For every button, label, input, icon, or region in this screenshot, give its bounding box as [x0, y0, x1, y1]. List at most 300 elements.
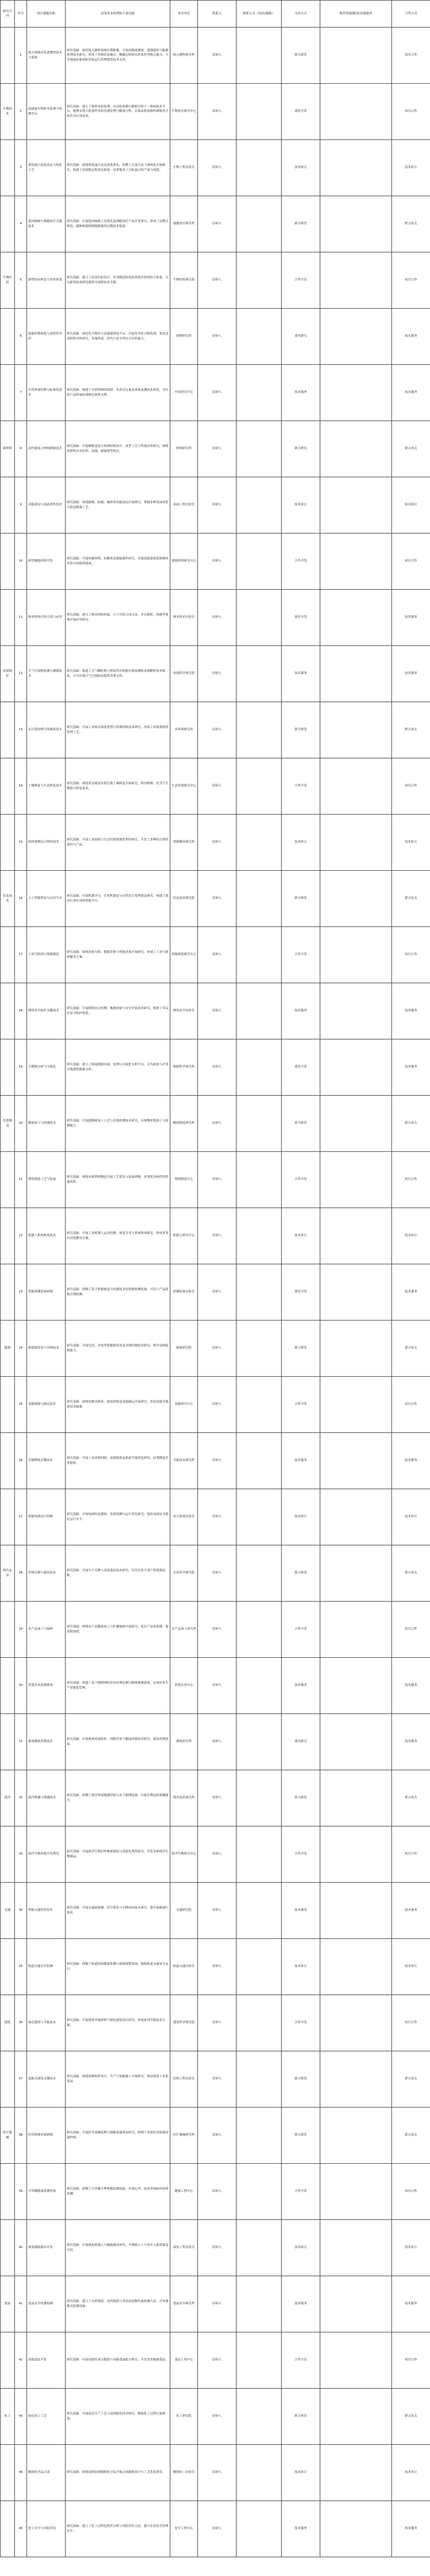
row-description: 研究基础：建立了农药残留、兽药残留与非法添加物快速检测方法，开发便携式检测设备。	[66, 2276, 170, 2332]
row-resources	[320, 983, 392, 1039]
row-unit: 材料研究所	[170, 421, 198, 477]
table-row	[1, 140, 430, 196]
header-index: 序号	[15, 1, 27, 28]
row-phone	[237, 1152, 282, 1208]
table-row	[1, 309, 430, 365]
row-unit: 生物技术研究中心	[170, 84, 198, 140]
row-support: 技术转让	[282, 1939, 320, 1995]
row-index: 19	[15, 1039, 27, 1096]
row-contact: 彭研人	[198, 421, 237, 477]
row-phone	[237, 927, 282, 983]
table-row	[1, 1602, 430, 1658]
row-phone	[237, 983, 282, 1039]
row-support: 委托开发	[282, 1264, 320, 1321]
row-resources	[320, 1939, 392, 1995]
row-support: 合作开发	[282, 2332, 320, 2389]
table-row	[1, 927, 430, 983]
row-resources	[320, 758, 392, 815]
row-direction	[1, 927, 15, 983]
table-row	[1, 1489, 430, 1545]
row-description: 研究基础：围绕农产品精深加工与贮藏保鲜开展研究，延长产品货架期，提高附加值。	[66, 1602, 170, 1658]
row-unit: 信息技术研究院	[170, 871, 198, 927]
row-index: 10	[15, 533, 27, 590]
row-support: 委托研究	[282, 1714, 320, 1770]
row-unit: 能源材料研究中心	[170, 533, 198, 590]
row-description: 研究基础：开展光伏、风电等新能源发电及并网控制技术研究，提升电网接纳能力。	[66, 1321, 170, 1377]
row-resources	[320, 646, 392, 702]
row-project-name: 轨道交通安全监测	[27, 1939, 66, 1995]
row-project-name: 固体废物综合利用技术	[27, 815, 66, 871]
row-index: 17	[15, 927, 27, 983]
row-direction	[1, 365, 15, 421]
row-support: 技术服务	[282, 2501, 320, 2557]
row-resources	[320, 196, 392, 252]
row-support: 联合研发	[282, 2108, 320, 2164]
row-resources	[320, 1096, 392, 1152]
row-resources	[320, 1770, 392, 1826]
row-cooperation: 技术转让	[392, 1208, 430, 1264]
row-cooperation: 项目合作	[392, 927, 430, 983]
row-description: 研究基础：开展交通流检测、信号优化与车路协同技术研究，提升道路通行效率。	[66, 1883, 170, 1939]
row-direction	[1, 1658, 15, 1714]
table-row	[1, 983, 430, 1039]
row-direction	[1, 140, 15, 196]
row-direction	[1, 1602, 15, 1658]
row-contact: 彭研人	[198, 2276, 237, 2332]
row-unit: 康复工程实验室	[170, 2220, 198, 2276]
row-phone	[237, 1658, 282, 1714]
row-direction	[1, 590, 15, 646]
row-unit: 表面工程实验室	[170, 477, 198, 533]
row-unit: 生物工程实验室	[170, 140, 198, 196]
row-direction	[1, 1377, 15, 1433]
row-support: 联合研发	[282, 1545, 320, 1602]
row-contact: 彭研人	[198, 702, 237, 758]
row-contact: 彭研人	[198, 84, 237, 140]
table-row	[1, 1714, 430, 1770]
row-direction	[1, 2332, 15, 2389]
row-phone	[237, 1377, 282, 1433]
row-contact: 彭研人	[198, 1714, 237, 1770]
row-phone	[237, 1883, 282, 1939]
row-project-name: 新型储能材料开发	[27, 533, 66, 590]
row-description: 研究基础：建立了海量数据存储、处理与可视化分析平台，可为政府与企业决策提供数据支持。	[66, 1039, 170, 1096]
row-unit: 精细化工实验室	[170, 2445, 198, 2501]
row-support: 联合研发	[282, 871, 320, 927]
table-row	[1, 646, 430, 702]
row-project-name: 航天领域用先进测控技术与系统	[27, 28, 66, 84]
row-contact: 彭研人	[198, 1489, 237, 1545]
row-unit: 海洋生物研究中心	[170, 1826, 198, 1883]
row-project-name: 装配式建筑关键技术	[27, 2051, 66, 2108]
row-support: 联合研发	[282, 2389, 320, 2445]
row-direction: 信息技术	[1, 871, 15, 927]
row-contact: 彭研人	[198, 590, 237, 646]
row-project-name: 绿色建筑与节能技术	[27, 1995, 66, 2051]
row-project-name: 机器人系统集成技术	[27, 1208, 66, 1264]
row-contact: 彭研人	[198, 1995, 237, 2051]
row-resources	[320, 702, 392, 758]
row-project-name: 增材制造工艺与装备	[27, 1152, 66, 1208]
row-description: 研究基础：构建了大气颗粒物与挥发性有机物在线监测和来源解析技术体系，可为区域大气污染防治提供决策支持。	[66, 646, 170, 702]
row-direction	[1, 983, 15, 1039]
row-cooperation: 项目合作	[392, 1377, 430, 1433]
row-unit: 化工研究院	[170, 2389, 198, 2445]
row-cooperation: 项目合作	[392, 533, 430, 590]
row-support: 合作开发	[282, 1995, 320, 2051]
row-description: 研究基础：开展工业废水深度处理与资源回收技术研究，形成了高效低耗的处理工艺。	[66, 702, 170, 758]
row-cooperation: 技术服务	[392, 983, 430, 1039]
table-row	[1, 2108, 430, 2164]
row-unit: 纳米技术实验室	[170, 590, 198, 646]
row-contact: 彭研人	[198, 1152, 237, 1208]
row-project-name: 精细化学品合成	[27, 2445, 66, 2501]
table-row	[1, 590, 430, 646]
row-direction: 化工	[1, 2389, 15, 2445]
table-row	[1, 28, 430, 84]
row-cooperation: 技术服务	[392, 309, 430, 365]
row-unit: 电力系统实验室	[170, 1489, 198, 1545]
row-cooperation: 技术合作	[392, 28, 430, 84]
row-phone	[237, 2051, 282, 2108]
row-resources	[320, 1039, 392, 1096]
table-row	[1, 365, 430, 421]
row-contact: 彭研人	[198, 2332, 237, 2389]
row-resources	[320, 590, 392, 646]
row-cooperation: 技术服务	[392, 365, 430, 421]
table-row	[1, 2501, 430, 2557]
row-index: 23	[15, 1264, 27, 1321]
row-direction: 先进制造	[1, 1096, 15, 1152]
row-cooperation: 技术转让	[392, 815, 430, 871]
header-phone: 联系方式（电话/邮箱）	[237, 1, 282, 28]
row-phone	[237, 646, 282, 702]
row-support: 合作开发	[282, 2164, 320, 2220]
row-description: 研究基础：围绕重组蛋白表达体系优化、发酵工艺放大及下游纯化开展研究，构建了高效稳定的表达系统，显著提高了目标蛋白的产量与纯度。	[66, 140, 170, 196]
row-project-name: 食品安全快速检测	[27, 2276, 66, 2332]
row-project-name: 精密加工与检测技术	[27, 1096, 66, 1152]
row-resources	[320, 28, 392, 84]
row-phone	[237, 533, 282, 590]
row-cooperation: 项目合作	[392, 1995, 430, 2051]
row-resources	[320, 815, 392, 871]
row-description: 研究基础：构建了中药材指纹图谱、多成分定量及质量追溯技术体系，为中药产品质量标准制定提供支撑。	[66, 365, 170, 421]
row-description: 研究基础：开展网络攻击检测、数据加密与安全评估技术研究，构建了多层次安全防护体系。	[66, 983, 170, 1039]
row-resources	[320, 1489, 392, 1545]
row-phone	[237, 1208, 282, 1264]
row-unit: 交通研究院	[170, 1883, 198, 1939]
row-resources	[320, 1264, 392, 1321]
table-row	[1, 702, 430, 758]
row-unit: 农产品加工研究所	[170, 1602, 198, 1658]
row-description: 研究基础：围绕耐磨、防腐、隔热等功能涂层开展研究，掌握多种表面改性与涂层制备工艺。	[66, 477, 170, 533]
table-row	[1, 1321, 430, 1377]
table-row	[1, 2220, 430, 2276]
row-project-name: 大气污染物监测与溯源技术	[27, 646, 66, 702]
row-contact: 彭研人	[198, 477, 237, 533]
row-direction: 生物技术	[1, 84, 15, 140]
row-unit: 建筑科学研究院	[170, 1995, 198, 2051]
row-phone	[237, 1770, 282, 1826]
row-phone	[237, 1995, 282, 2051]
row-cooperation: 项目合作	[392, 758, 430, 815]
row-description: 研究基础：开展清洁生产工艺与高效催化技术研究，降低化工过程污染排放。	[66, 2389, 170, 2445]
row-contact: 彭研人	[198, 646, 237, 702]
row-contact: 彭研人	[198, 758, 237, 815]
row-phone	[237, 1264, 282, 1321]
row-phone	[237, 1939, 282, 1995]
row-cooperation: 联合攻关	[392, 2389, 430, 2445]
table-row	[1, 196, 430, 252]
row-unit: 环境科学研究院	[170, 646, 198, 702]
row-project-name: 智慧农业监测系统	[27, 1658, 66, 1714]
row-project-name: 智能电网运行控制	[27, 1489, 66, 1545]
row-unit: 医疗器械研究所	[170, 2108, 198, 2164]
header-cooperation: 合作方式	[392, 1, 430, 28]
row-contact: 彭研人	[198, 533, 237, 590]
row-project-name: 医用影像设备研制	[27, 2108, 66, 2164]
row-contact: 彭研人	[198, 1658, 237, 1714]
row-resources	[320, 309, 392, 365]
row-direction	[1, 2220, 15, 2276]
row-cooperation: 技术服务	[392, 1658, 430, 1714]
row-project-name: 海洋观测与探测技术	[27, 1770, 66, 1826]
row-support: 联合研发	[282, 1770, 320, 1826]
row-unit: 氢能研究中心	[170, 1377, 198, 1433]
row-resources	[320, 1433, 392, 1489]
row-phone	[237, 140, 282, 196]
row-unit: 中药研究中心	[170, 365, 198, 421]
row-project-name: 化工安全与风险评估	[27, 2501, 66, 2557]
row-unit: 网络安全实验室	[170, 983, 198, 1039]
row-resources	[320, 84, 392, 140]
header-project-name: 项目课题名称	[27, 1, 66, 28]
row-contact: 彭研人	[198, 196, 237, 252]
row-direction	[1, 758, 15, 815]
row-direction	[1, 2445, 15, 2501]
row-cooperation: 技术服务	[392, 1714, 430, 1770]
row-phone	[237, 84, 282, 140]
row-support: 联合研发	[282, 28, 320, 84]
row-contact: 彭研人	[198, 1433, 237, 1489]
row-index: 27	[15, 1489, 27, 1545]
row-direction: 环境保护	[1, 646, 15, 702]
row-resources	[320, 1208, 392, 1264]
row-resources	[320, 2332, 392, 2389]
row-unit: 畜牧研究所	[170, 1714, 198, 1770]
row-resources	[320, 871, 392, 927]
row-index: 13	[15, 702, 27, 758]
row-direction	[1, 702, 15, 758]
row-direction	[1, 1939, 15, 1995]
row-description: 研究基础：研制了轨道结构健康监测与故障预警系统，保障轨道交通安全运行。	[66, 1939, 170, 1995]
row-direction: 交通	[1, 1883, 15, 1939]
row-index: 12	[15, 646, 27, 702]
row-index: 16	[15, 871, 27, 927]
row-index: 9	[15, 477, 27, 533]
row-cooperation: 技术转让	[392, 1939, 430, 1995]
row-phone	[237, 1096, 282, 1152]
row-support: 技术服务	[282, 983, 320, 1039]
table-row	[1, 1826, 430, 1883]
row-unit: 食品安全研究所	[170, 2276, 198, 2332]
row-description: 研究基础：围绕预制构件设计、生产与装配施工开展研究，推动建筑工业化发展。	[66, 2051, 170, 2108]
row-description: 研究基础：开展工业机器人运动控制、视觉引导与系统集成研究，形成多类自动化解决方案。	[66, 1208, 170, 1264]
row-project-name: 高通量生物样本处理与检测平台	[27, 84, 66, 140]
row-description: 研究基础：开展机器学习、计算机视觉与自然语言处理算法研究，构建了面向行业应用的智能平台。	[66, 871, 170, 927]
row-project-name: 智能检测装备研制	[27, 1264, 66, 1321]
row-unit: 生态环境研究中心	[170, 758, 198, 815]
row-project-name: 高性能复合材料制备技术	[27, 421, 66, 477]
table-row	[1, 1039, 430, 1096]
row-direction: 食品	[1, 2276, 15, 2332]
table-row	[1, 1264, 430, 1321]
row-support: 联合研发	[282, 1321, 320, 1377]
row-project-name: 农产品加工与保鲜	[27, 1602, 66, 1658]
row-support: 技术服务	[282, 365, 320, 421]
row-resources	[320, 2051, 392, 2108]
row-phone	[237, 196, 282, 252]
row-project-name: 网络安全防护关键技术	[27, 983, 66, 1039]
row-direction: 建筑	[1, 1995, 15, 2051]
row-resources	[320, 365, 392, 421]
row-description: 研究基础：开展建筑节能材料与绿色建筑设计研究，形成系列节能技术方案。	[66, 1995, 170, 2051]
row-support: 技术服务	[282, 646, 320, 702]
row-support: 技术服务	[282, 1883, 320, 1939]
row-index: 25	[15, 1377, 27, 1433]
row-contact: 彭研人	[198, 1883, 237, 1939]
row-direction	[1, 2501, 15, 2557]
row-cooperation: 技术转让	[392, 2220, 430, 2276]
row-project-name: 重组蛋白高效表达与纯化工艺	[27, 140, 66, 196]
row-support: 技术服务	[282, 1658, 320, 1714]
row-project-name: 功能食品开发	[27, 2332, 66, 2389]
header-support: 支持方式	[282, 1, 320, 28]
row-index: 40	[15, 2220, 27, 2276]
row-description: 研究基础：开展工业固废与生活垃圾资源化利用研究，开发了多种综合利用途径与产品。	[66, 815, 170, 871]
row-contact: 彭研人	[198, 1602, 237, 1658]
table-row	[1, 1433, 430, 1489]
row-index: 7	[15, 365, 27, 421]
row-cooperation: 技术服务	[392, 646, 430, 702]
row-direction	[1, 1264, 15, 1321]
row-support: 联合研发	[282, 1096, 320, 1152]
table-row	[1, 815, 430, 871]
row-support: 合作开发	[282, 252, 320, 309]
header-direction: 研究方向	[1, 1, 15, 28]
table-row	[1, 84, 430, 140]
row-index: 3	[15, 140, 27, 196]
row-contact: 彭研人	[198, 2051, 237, 2108]
row-cooperation: 联合攻关	[392, 1545, 430, 1602]
row-cooperation: 联合攻关	[392, 1321, 430, 1377]
row-direction	[1, 1714, 15, 1770]
row-contact: 彭研人	[198, 815, 237, 871]
row-index: 6	[15, 309, 27, 365]
row-contact: 彭研人	[198, 309, 237, 365]
row-phone	[237, 2501, 282, 2557]
row-phone	[237, 477, 282, 533]
row-cooperation: 项目合作	[392, 252, 430, 309]
row-index: 41	[15, 2276, 27, 2332]
row-index: 4	[15, 196, 27, 252]
row-cooperation: 联合攻关	[392, 871, 430, 927]
row-support: 委托研究	[282, 309, 320, 365]
row-unit: 数据科学研究所	[170, 1039, 198, 1096]
row-phone	[237, 1433, 282, 1489]
row-index: 42	[15, 2332, 27, 2389]
row-description: 研究基础：构建了基于物联网的农田环境监测与精准灌溉系统，实现农业生产智能化管理。	[66, 1658, 170, 1714]
table-row	[1, 758, 430, 815]
table-body	[1, 28, 430, 2557]
row-contact: 彭研人	[198, 1545, 237, 1602]
row-description: 研究基础：开展功能性成分提取与功能食品配方研究，开发多款健康食品。	[66, 2332, 170, 2389]
row-contact: 彭研人	[198, 1826, 237, 1883]
row-unit: 能源研究院	[170, 1321, 198, 1377]
row-phone	[237, 2108, 282, 2164]
row-cooperation: 联合攻关	[392, 196, 430, 252]
row-contact: 彭研人	[198, 252, 237, 309]
row-resources	[320, 1995, 392, 2051]
row-description: 研究基础：开展电极材料、电解质及储能器件研究，在提高能量密度和循环寿命方面取得进展。	[66, 533, 170, 590]
row-phone	[237, 2389, 282, 2445]
row-resources	[320, 1545, 392, 1602]
row-support: 技术转让	[282, 140, 320, 196]
row-direction	[1, 196, 15, 252]
row-cooperation: 项目合作	[392, 1826, 430, 1883]
row-project-name: 中药质量控制与标准化技术	[27, 365, 66, 421]
row-direction	[1, 309, 15, 365]
row-resources	[320, 1152, 392, 1208]
row-unit: 节能技术研究所	[170, 1433, 198, 1489]
row-resources	[320, 533, 392, 590]
row-cooperation: 联合攻关	[392, 421, 430, 477]
row-support: 委托开发	[282, 590, 320, 646]
header-unit: 需求单位	[170, 1, 198, 28]
row-project-name: 氢能制备与储运技术	[27, 1377, 66, 1433]
row-phone	[237, 365, 282, 421]
row-unit: 检测装备实验室	[170, 1264, 198, 1321]
row-description: 研究基础：围绕高附加值精细化学品开展合成路线设计与工艺优化研究。	[66, 2445, 170, 2501]
row-unit: 健康工程中心	[170, 2164, 198, 2220]
row-contact: 彭研人	[198, 1039, 237, 1096]
row-description: 研究基础：围绕金属增材制造开展工艺优化与装备研制，实现复杂构件的快速成形。	[66, 1152, 170, 1208]
row-resources	[320, 421, 392, 477]
row-contact: 彭研人	[198, 140, 237, 196]
row-index: 33	[15, 1826, 27, 1883]
row-support: 技术转让	[282, 477, 320, 533]
row-cooperation: 联合攻关	[392, 2108, 430, 2164]
table-row	[1, 1377, 430, 1433]
table-row	[1, 2445, 430, 2501]
row-index: 22	[15, 1208, 27, 1264]
row-cooperation: 技术转让	[392, 1489, 430, 1545]
row-contact: 彭研人	[198, 1377, 237, 1433]
row-description: 研究基础：依托航天测控领域长期积累，开展高精度测量、遥测遥控与数据处理技术研究，形成了多源信息融合、精确定轨和实时监控等核心能力，可为地面站系统和在轨运行管理提供技术支持。	[66, 28, 170, 84]
row-index: 26	[15, 1433, 27, 1489]
row-phone	[237, 1489, 282, 1545]
row-phone	[237, 1545, 282, 1602]
row-cooperation: 技术服务	[392, 1039, 430, 1096]
row-contact: 彭研人	[198, 1939, 237, 1995]
row-contact: 彭研人	[198, 1264, 237, 1321]
row-resources	[320, 1826, 392, 1883]
row-project-name: 作物育种与栽培技术	[27, 1545, 66, 1602]
table-row	[1, 1658, 430, 1714]
table-row	[1, 533, 430, 590]
header-contact: 联系人	[198, 1, 237, 28]
row-direction	[1, 1489, 15, 1545]
